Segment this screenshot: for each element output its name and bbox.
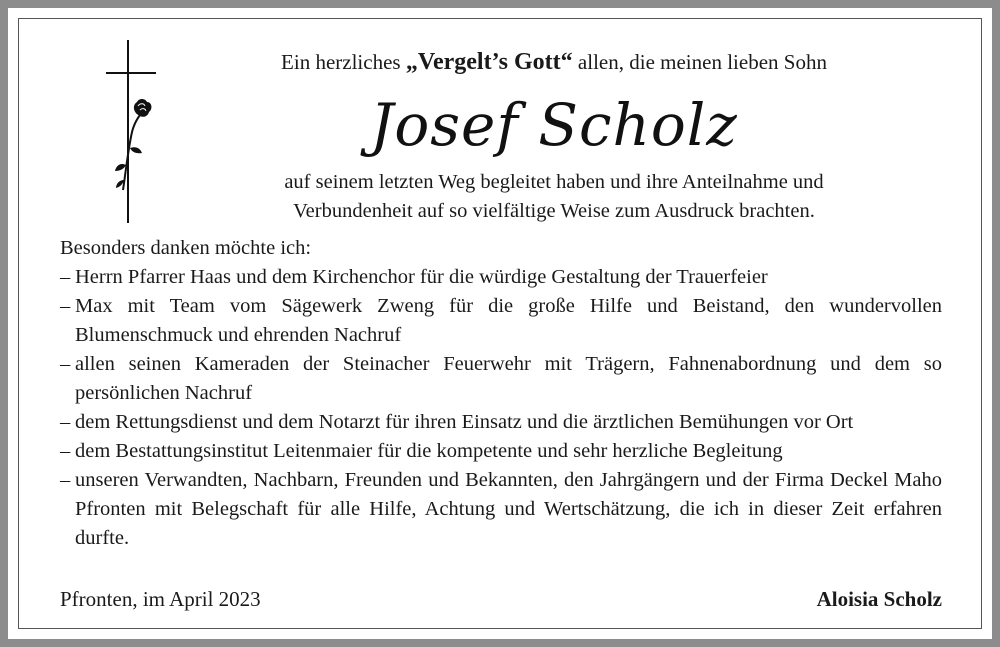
- cross-icon: [106, 40, 156, 223]
- thanks-item-text: allen seinen Kameraden der Steinacher Feuerwehr mit Trägern, Fahnenabordnung und dem so persönlichen Nachruf: [75, 353, 942, 404]
- thanks-item: [60, 350, 942, 408]
- thanks-item-text: Max mit Team vom Sägewerk Zweng für die große Hilfe und Beistand, den wundervollen Blumenschmuck und ehrenden Nachruf: [75, 295, 942, 346]
- thanks-item: [60, 437, 942, 466]
- intro-emphasis: „Vergelt’s Gott“: [405, 49, 573, 75]
- place-date: Pfronten, im April 2023: [60, 587, 261, 611]
- thanks-item: [60, 408, 942, 437]
- intro-prefix: Ein herzliches: [281, 50, 401, 74]
- cross-with-rose-icon: [102, 40, 162, 225]
- gratitude-line-2: Verbundenheit auf so vielfältige Weise zum Ausdruck brachten.: [293, 200, 815, 222]
- thanks-list: [60, 263, 942, 553]
- thanks-item-text: dem Rettungsdienst und dem Notarzt für ihren Einsatz und die ärztlichen Bemühungen vor Ort: [75, 411, 854, 433]
- rose-icon: [115, 99, 151, 190]
- thanks-section: [60, 234, 942, 553]
- intro-suffix: allen, die meinen lieben Sohn: [577, 50, 827, 74]
- thanks-item-text: dem Bestattungsinstitut Leitenmaier für die kompetente und sehr herzliche Begleitung: [75, 440, 783, 462]
- thanks-heading: Besonders danken möchte ich:: [60, 237, 312, 259]
- thanks-item: [60, 292, 942, 350]
- thanks-item-text: Herrn Pfarrer Haas und dem Kirchenchor für die würdige Gestaltung der Trauerfeier: [75, 266, 768, 288]
- gratitude-text: [160, 168, 948, 226]
- gratitude-line-1: auf seinem letzten Weg begleitet haben und ihre Anteilnahme und: [284, 171, 824, 193]
- thanks-item-text: unseren Verwandten, Nachbarn, Freunden und Bekannten, den Jahrgängern und der Firma Deckel Maho Pfronten mit Belegschaft für alle Hilfe, Achtung und Wertschätzung, die ich in dieser Zeit erfahren durfte.: [75, 469, 942, 549]
- signature: Aloisia Scholz: [816, 587, 942, 611]
- thanks-item: [60, 263, 942, 292]
- thanks-item: [60, 466, 942, 553]
- deceased-name: Josef Scholz: [370, 91, 738, 159]
- intro-line: [160, 45, 948, 79]
